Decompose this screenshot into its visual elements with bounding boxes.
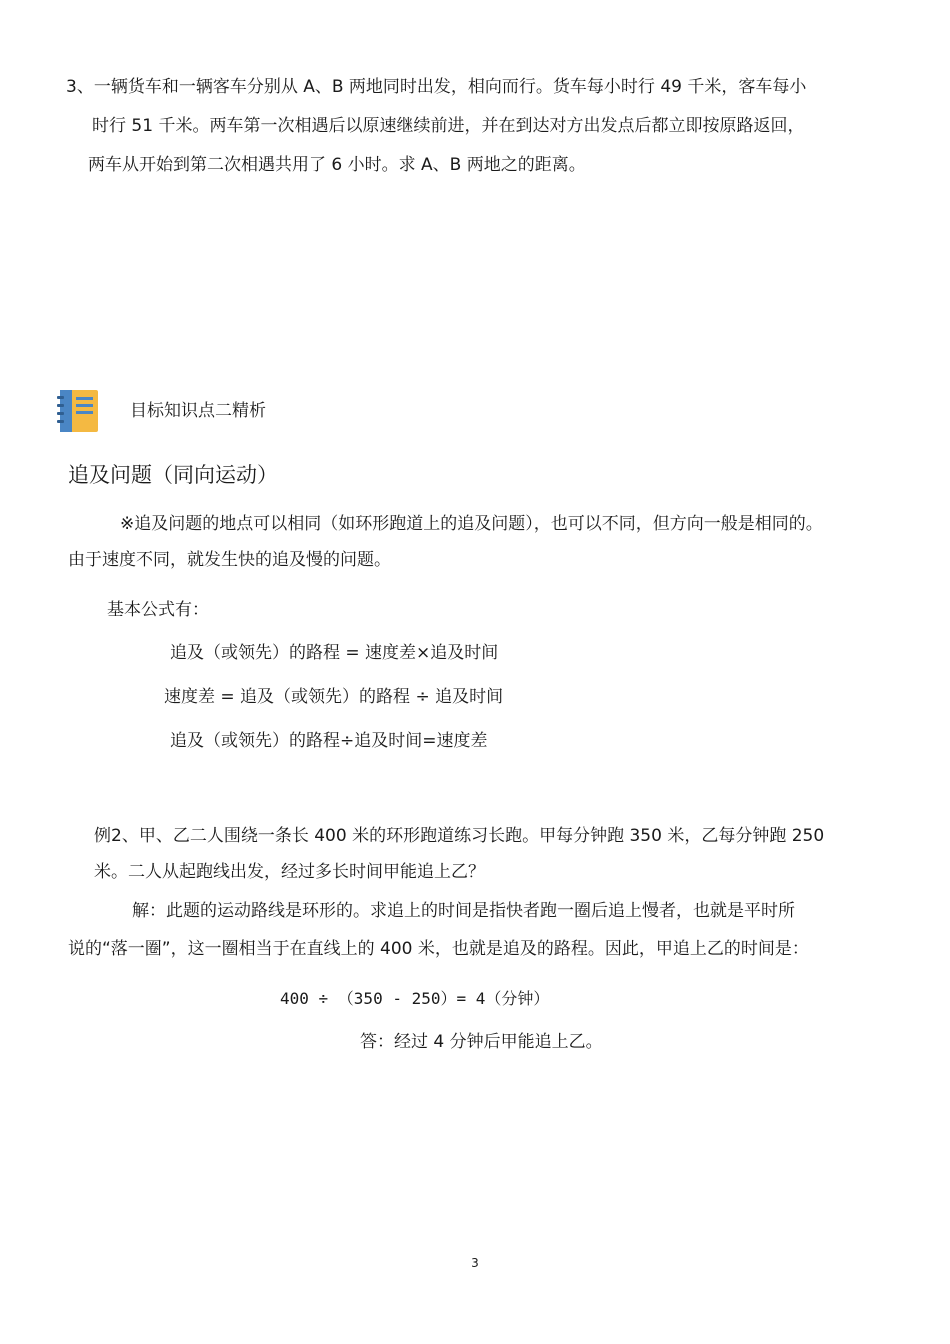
solution-line2: 说的“落一圈”，这一圈相当于在直线上的 400 米，也就是追及的路程。因此，甲追上乙的时间是： [68,939,809,959]
note-line2: 由于速度不同，就发生快的追及慢的问题。 [68,550,391,570]
page-number: 3 [471,1256,479,1270]
problem3-line3: 两车从开始到第二次相遇共用了 6 小时。求 A、B 两地之的距离。 [88,155,586,175]
solution-line1: 解：此题的运动路线是环形的。求追上的时间是指快者跑一圈后追上慢者，也就是平时所 [132,901,795,921]
note-line1: ※追及问题的地点可以相同（如环形跑道上的追及问题），也可以不同，但方向一般是相同的。 [120,514,823,534]
formula-2: 速度差 = 追及（或领先）的路程 ÷ 追及时间 [164,687,504,707]
section-heading: 追及问题（同向运动） [68,463,278,487]
example2-line2: 米。二人从起跑线出发，经过多长时间甲能追上乙？ [94,862,485,882]
problem3-line2: 时行 51 千米。两车第一次相遇后以原速继续前进，并在到达对方出发点后都立即按原路返回， [92,116,805,136]
formula-1: 追及（或领先）的路程 = 速度差×追及时间 [170,643,499,663]
notebook-icon [56,388,100,434]
section-title: 目标知识点二精析 [130,401,266,421]
formula-3: 追及（或领先）的路程÷追及时间=速度差 [170,731,488,751]
answer: 答：经过 4 分钟后甲能追上乙。 [360,1032,603,1052]
formula-intro: 基本公式有： [107,600,209,620]
problem3-line1: 3、一辆货车和一辆客车分别从 A、B 两地同时出发，相向而行。货车每小时行 49 千米，客车每小 [66,77,807,97]
calculation: 400 ÷ （350 - 250）= 4（分钟） [280,989,550,1008]
example2-line1: 例2、甲、乙二人围绕一条长 400 米的环形跑道练习长跑。甲每分钟跑 350 米，乙每分钟跑 250 [94,826,825,846]
